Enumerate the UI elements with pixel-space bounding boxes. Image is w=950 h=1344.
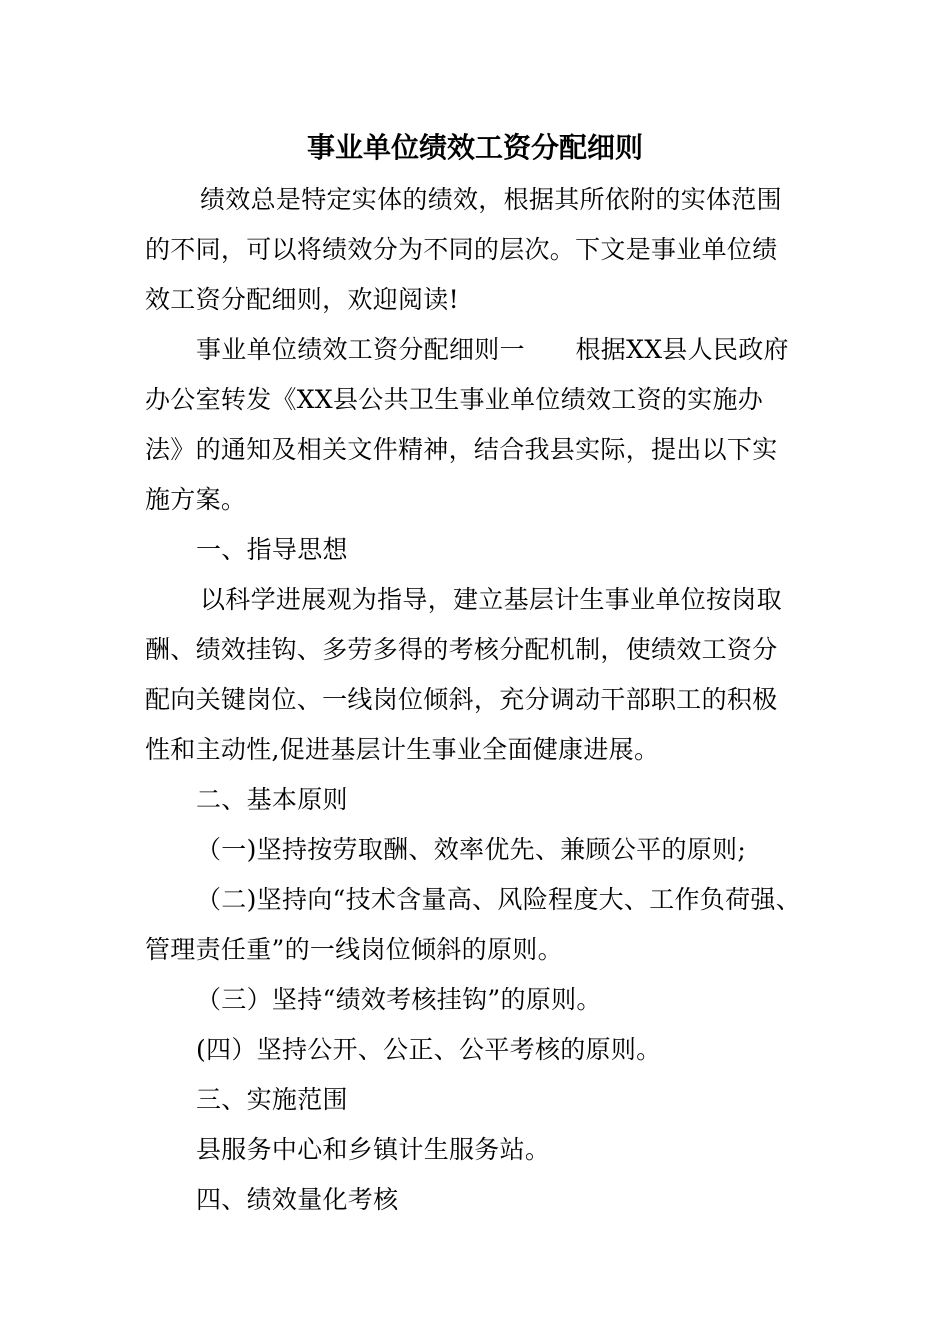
principle-item: （二)坚持向“技术含量高、风险程度大、工作负荷强、 (196, 885, 802, 914)
paragraph-line: 管理责任重”的一线岗位倾斜的原则。 (145, 935, 563, 964)
section-heading: 三、实施范围 (196, 1085, 348, 1114)
paragraph-line: 县服务中心和乡镇计生服务站。 (196, 1135, 551, 1164)
principle-item: (四）坚持公开、公正、公平考核的原则。 (196, 1035, 662, 1064)
paragraph-line: 法》的通知及相关文件精神，结合我县实际，提出以下实 (145, 435, 778, 464)
paragraph-line: 配向关键岗位、一线岗位倾斜，充分调动干部职工的积极 (145, 685, 778, 714)
paragraph-line: 施方案。 (145, 485, 247, 514)
paragraph-line: 性和主动性,促进基层计生事业全面健康进展。 (145, 735, 660, 764)
paragraph-line: 事业单位绩效工资分配细则一 根据XX县人民政府 (196, 335, 789, 364)
section-heading: 四、绩效量化考核 (196, 1185, 399, 1214)
section-heading: 二、基本原则 (196, 785, 348, 814)
principle-item: （三）坚持“绩效考核挂钩”的原则。 (196, 985, 602, 1014)
document-title: 事业单位绩效工资分配细则 (306, 131, 643, 164)
section-heading: 一、指导思想 (196, 535, 348, 564)
paragraph-line: 的不同，可以将绩效分为不同的层次。下文是事业单位绩 (145, 235, 778, 264)
principle-item: （一)坚持按劳取酬、效率优先、兼顾公平的原则; (196, 835, 747, 864)
paragraph-line: 酬、绩效挂钩、多劳多得的考核分配机制，使绩效工资分 (145, 635, 778, 664)
paragraph-line: 效工资分配细则，欢迎阅读! (145, 285, 459, 314)
paragraph-line: 以科学进展观为指导，建立基层计生事业单位按岗取 (200, 585, 782, 614)
paragraph-line: 办公室转发《XX县公共卫生事业单位绩效工资的实施办 (145, 385, 764, 414)
paragraph-line: 绩效总是特定实体的绩效，根据其所依附的实体范围 (200, 185, 782, 214)
